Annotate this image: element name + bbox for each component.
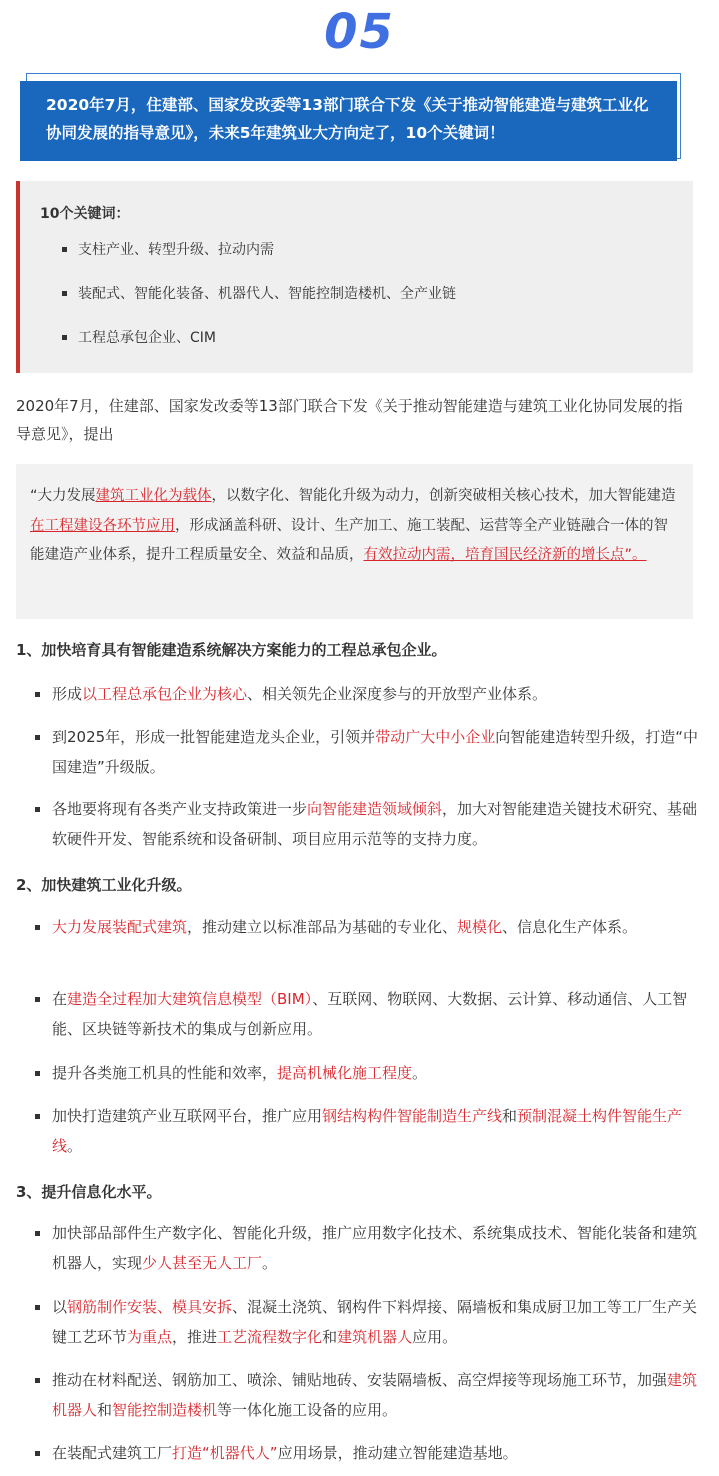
- list-item: 到2025年，形成一批智能建造龙头企业，引领并带动广大中小企业向智能建造转型升级，打造“中国建造”升级版。: [52, 723, 702, 782]
- keywords-title: 10个关键词：: [40, 206, 130, 222]
- list-item: 形成以工程总承包企业为核心、相关领先企业深度参与的开放型产业体系。: [52, 680, 702, 710]
- list-item: 提升各类施工机具的性能和效率，提高机械化施工程度。: [52, 1059, 702, 1089]
- keyword-item: 支柱产业、转型升级、拉动内需: [40, 240, 693, 260]
- list-item: 推动在材料配送、钢筋加工、喷涂、铺贴地砖、安装隔墙板、高空焊接等现场施工环节，加强建筑机器人和智能控制造楼机等一体化施工设备的应用。: [52, 1366, 702, 1425]
- quote-highlight: 在工程建设各环节应用: [30, 517, 175, 534]
- quote-text: “大力发展: [30, 488, 96, 504]
- banner: [20, 73, 683, 163]
- quote-text: ，以数字化、智能化升级为动力，创新突破相关核心技术，加大智能建造: [211, 488, 676, 504]
- list-item: 在装配式建筑工厂打造“机器代人”应用场景，推动建立智能建造基地。: [52, 1439, 702, 1469]
- list-item: 大力发展装配式建筑，推动建立以标准部品为基础的专业化、规模化、信息化生产体系。: [52, 913, 702, 943]
- quote-highlight: 建筑工业化为载体: [95, 488, 212, 504]
- list-item: 在建造全过程加大建筑信息模型（BIM）、互联网、物联网、大数据、云计算、移动通信、人工智能、区块链等新技术的集成与创新应用。: [52, 985, 702, 1044]
- keyword-item: 工程总承包企业、CIM: [40, 328, 693, 348]
- section-heading-2: 2、加快建筑工业化升级。: [16, 876, 192, 894]
- intro-paragraph: 2020年7月，住建部、国家发改委等13部门联合下发《关于推动智能建造与建筑工业化协同发展的指导意见》，提出: [16, 397, 683, 443]
- keyword-item: 装配式、智能化装备、机器代人、智能控制造楼机、全产业链: [40, 284, 693, 304]
- quote-highlight: 有效拉动内需，培育国民经济新的增长点”。: [363, 547, 647, 563]
- quote-block: [16, 464, 693, 619]
- section-heading-3: 3、提升信息化水平。: [16, 1183, 162, 1201]
- keywords-box: [16, 181, 693, 373]
- list-item: 加快部品部件生产数字化、智能化升级，推广应用数字化技术、系统集成技术、智能化装备和建筑机器人，实现少人甚至无人工厂。: [52, 1219, 702, 1278]
- list-item: 以钢筋制作安装、模具安拆、混凝土浇筑、钢构件下料焊接、隔墙板和集成厨卫加工等工厂生产关键工艺环节为重点，推进工艺流程数字化和建筑机器人应用。: [52, 1293, 702, 1352]
- banner-text: 2020年7月，住建部、国家发改委等13部门联合下发《关于推动智能建造与建筑工业化协同发展的指导意见》，未来5年建筑业大方向定了，10个关键词！: [20, 81, 677, 161]
- list-item: 各地要将现有各类产业支持政策进一步向智能建造领域倾斜，加大对智能建造关键技术研究、基础软硬件开发、智能系统和设备研制、项目应用示范等的支持力度。: [52, 795, 702, 854]
- quote-text: ，形成涵盖科研、设计、生产加工、施工装配、运营等全产业链融合一体的智能建造产业体系，提升工程质量安全、效益和品质，: [30, 517, 668, 563]
- section-number: 05: [324, 4, 395, 60]
- list-item: 加快打造建筑产业互联网平台，推广应用钢结构构件智能制造生产线和预制混凝土构件智能生产线。: [52, 1102, 702, 1161]
- section-heading-1: 1、加快培育具有智能建造系统解决方案能力的工程总承包企业。: [16, 641, 447, 659]
- keywords-list: [40, 240, 693, 348]
